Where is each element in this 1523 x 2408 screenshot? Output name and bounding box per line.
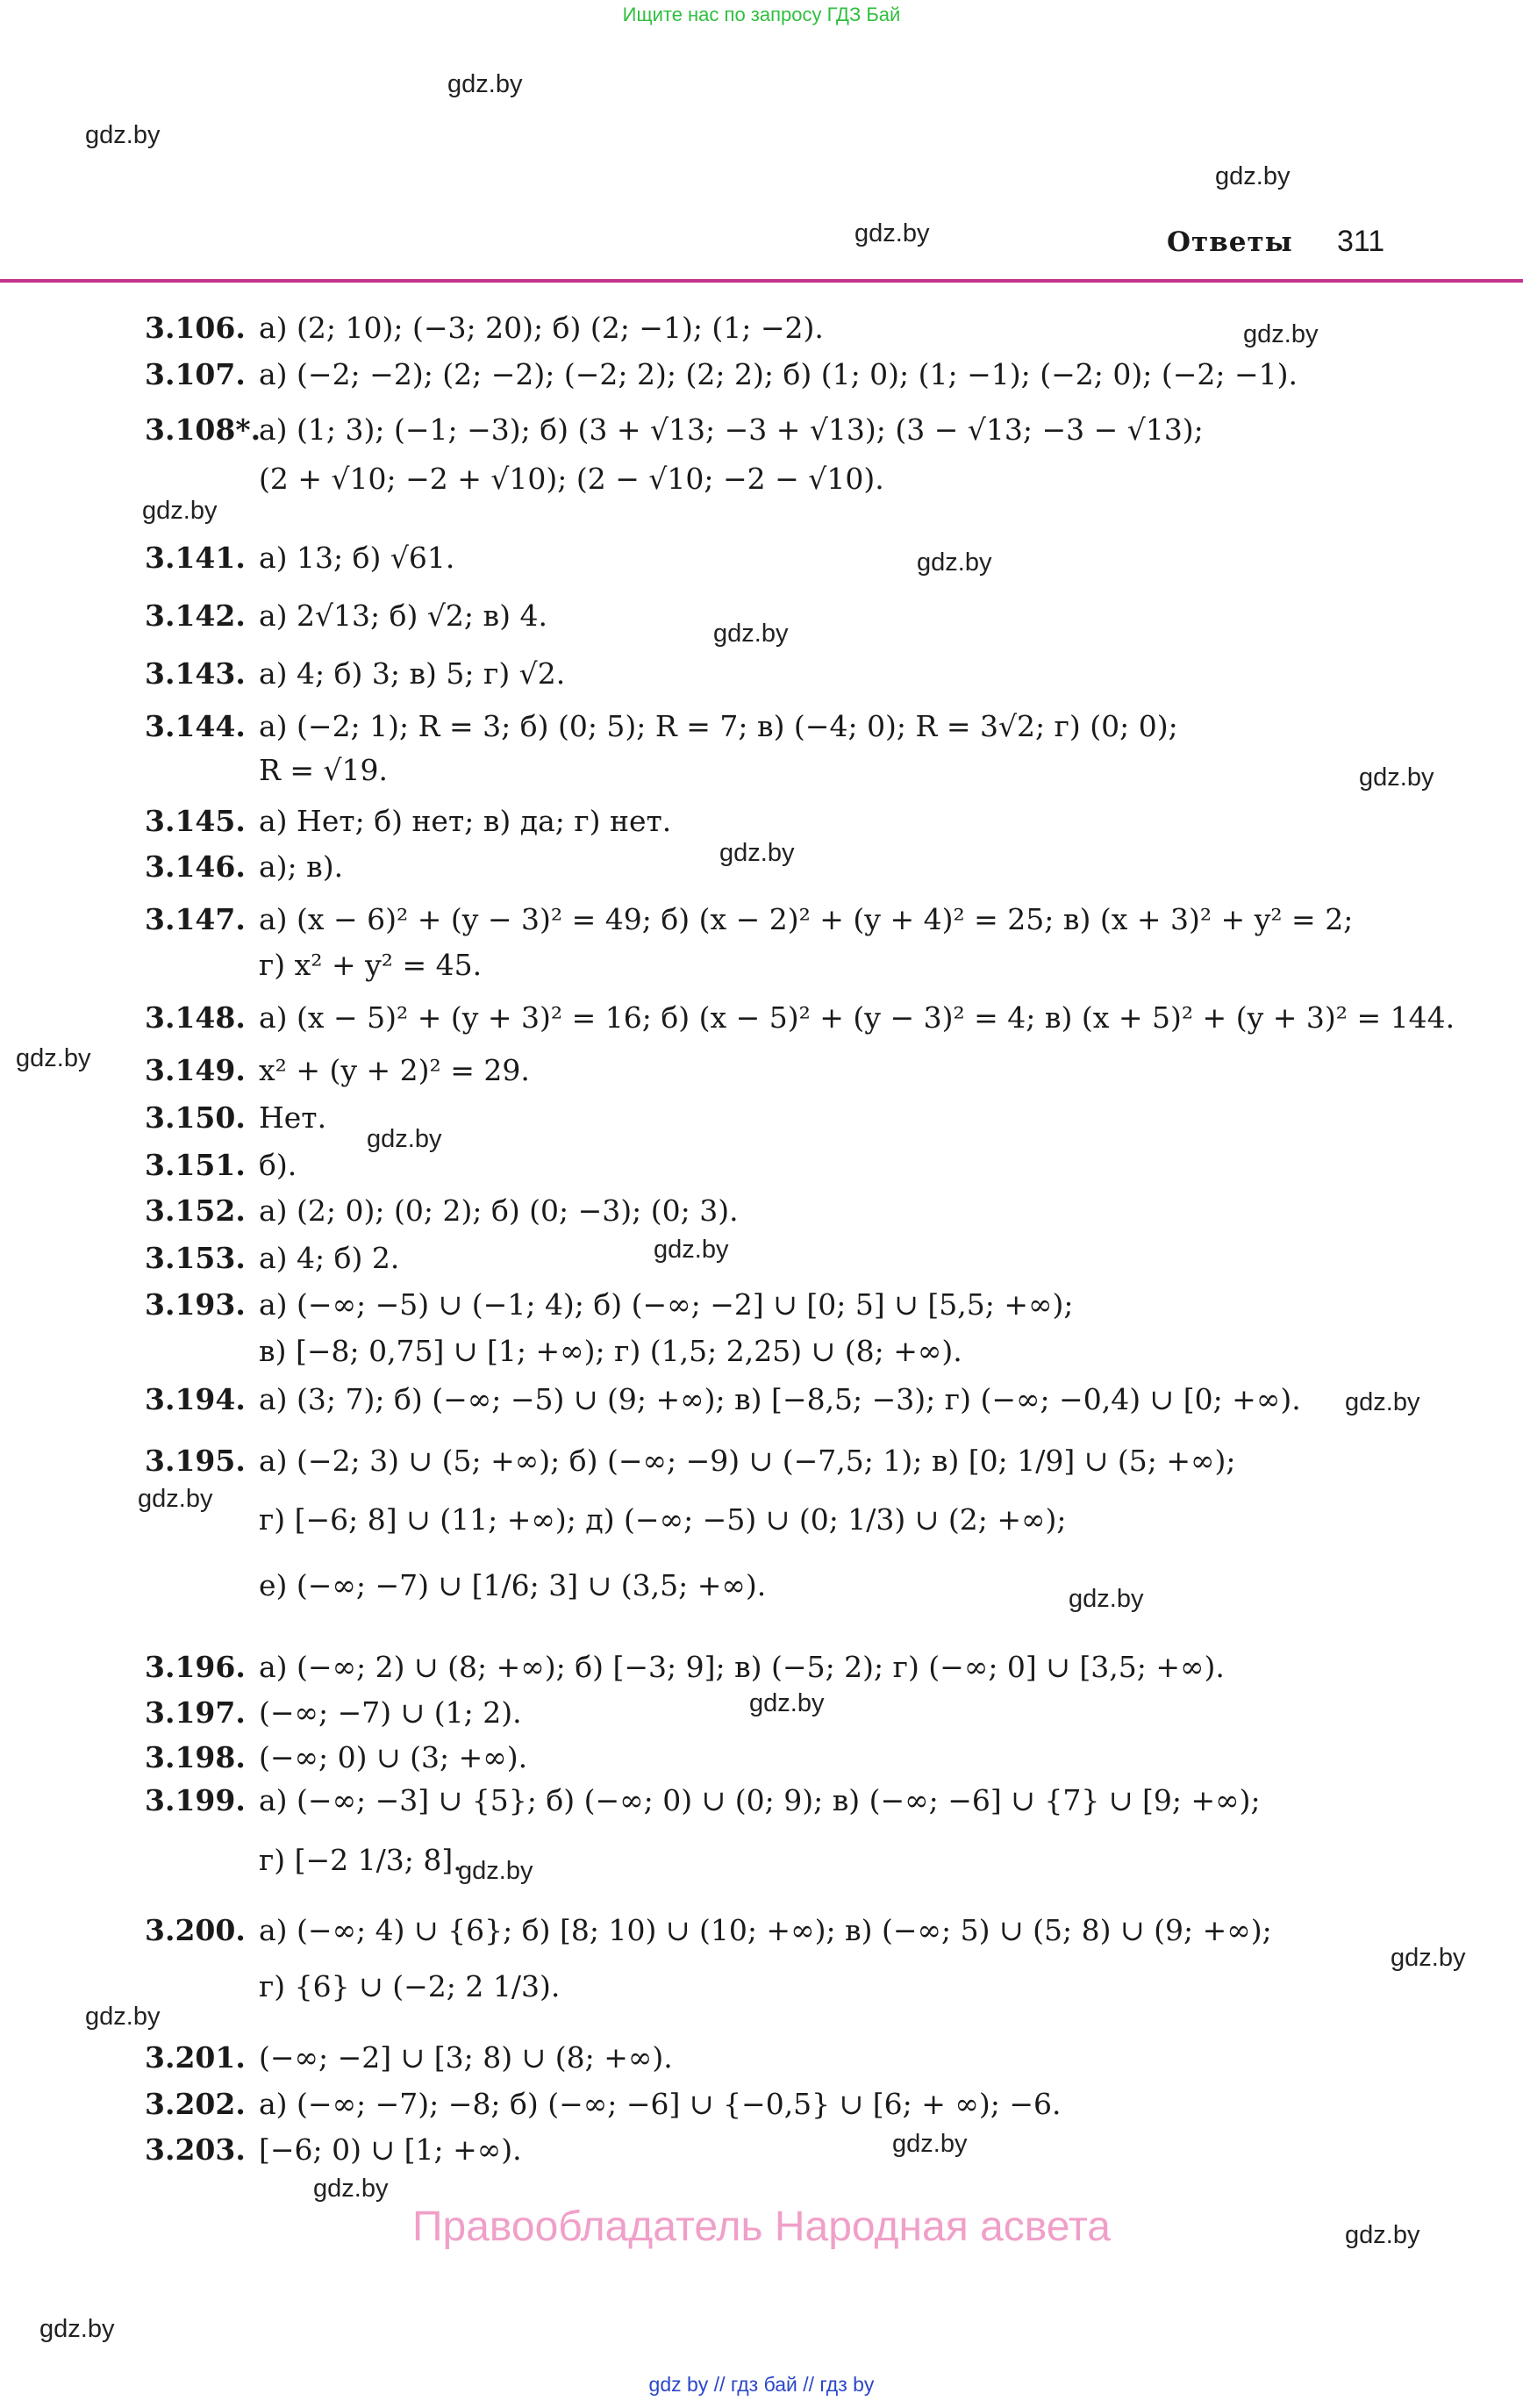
watermark: gdz.by [458,1857,533,1885]
answer-text-continued: г) x² + y² = 45. [259,948,483,982]
watermark: gdz.by [1243,320,1319,348]
answer-text-continued: г) [−6; 8] ∪ (11; +∞); д) (−∞; −5) ∪ (0; 1/3) ∪ (2; +∞); [259,1502,1067,1537]
watermark: gdz.by [1391,1944,1466,1972]
answer-text: а) (2; 0); (0; 2); б) (0; −3); (0; 3). [259,1193,739,1228]
answer-number: 3.146. [145,849,246,884]
answer-number: 3.150. [145,1100,246,1135]
answer-text: (−∞; −7) ∪ (1; 2). [259,1695,522,1730]
answer-number: 3.147. [145,902,246,936]
answer-text-continued: (2 + √10; −2 + √10); (2 − √10; −2 − √10). [259,462,884,496]
answer-number: 3.199. [145,1783,246,1817]
answer-text: (−∞; −2] ∪ [3; 8) ∪ (8; +∞). [259,2040,673,2075]
watermark: gdz.by [892,2130,968,2158]
answer-number: 3.107. [145,357,246,391]
watermark: gdz.by [85,121,161,149]
answer-text: а) (x − 6)² + (y − 3)² = 49; б) (x − 2)² + (y + 4)² = 25; в) (x + 3)² + y² = 2; [259,902,1354,936]
copyright-owner: Правообладатель Народная асвета [412,2204,1111,2250]
answer-text-continued: г) {6} ∪ (−2; 2 1/3). [259,1969,561,2003]
answer-text: x² + (y + 2)² = 29. [259,1053,530,1087]
answer-number: 3.193. [145,1287,246,1322]
watermark: gdz.by [447,70,523,98]
watermark: gdz.by [854,219,930,247]
answer-text: а) (−2; −2); (2; −2); (−2; 2); (2; 2); б) (1; 0); (1; −1); (−2; 0); (−2; −1). [259,357,1298,391]
answer-text: Нет. [259,1100,327,1135]
answer-text: а) (−∞; −5) ∪ (−1; 4); б) (−∞; −2] ∪ [0; 5] ∪ [5,5; +∞); [259,1287,1074,1322]
answer-number: 3.142. [145,598,246,633]
answer-number: 3.195. [145,1444,246,1478]
answer-number: 3.143. [145,656,246,691]
answer-text: а) (−∞; 2) ∪ (8; +∞); б) [−3; 9]; в) (−5; 2); г) (−∞; 0] ∪ [3,5; +∞). [259,1650,1225,1684]
watermark: gdz.by [367,1125,442,1153]
answer-number: 3.198. [145,1740,246,1774]
answer-number: 3.202. [145,2087,246,2121]
answer-number: 3.203. [145,2132,246,2167]
answer-text: а) (−∞; −3] ∪ {5}; б) (−∞; 0) ∪ (0; 9); в) (−∞; −6] ∪ {7} ∪ [9; +∞); [259,1783,1261,1817]
footer-links[interactable]: gdz by // гдз бай // гдз by [648,2373,875,2396]
answer-number: 3.108*. [145,412,261,447]
answer-text: а) (−2; 1); R = 3; б) (0; 5); R = 7; в) (−4; 0); R = 3√2; г) (0; 0); [259,709,1178,743]
top-banner[interactable]: Ищите нас по запросу ГДЗ Бай [622,4,901,25]
watermark: gdz.by [142,497,218,525]
watermark: gdz.by [1215,162,1291,190]
answer-text: а) (2; 10); (−3; 20); б) (2; −1); (1; −2). [259,311,824,345]
watermark: gdz.by [713,620,789,648]
answer-number: 3.153. [145,1241,246,1275]
answer-number: 3.194. [145,1382,246,1416]
answer-number: 3.144. [145,709,246,743]
answer-text: б). [259,1148,297,1182]
answer-text: а) 4; б) 2. [259,1241,400,1275]
watermark: gdz.by [1345,2221,1420,2249]
watermark: gdz.by [1345,1388,1420,1416]
answer-number: 3.145. [145,804,246,838]
watermark: gdz.by [313,2175,389,2203]
page-number: 311 [1337,225,1385,258]
answer-text: а) 13; б) √61. [259,541,455,575]
section-title: Ответы [1167,226,1293,258]
answer-number: 3.149. [145,1053,246,1087]
watermark: gdz.by [654,1236,729,1264]
answer-text-continued: г) [−2 1/3; 8]. [259,1843,462,1877]
answer-number: 3.201. [145,2040,246,2075]
watermark: gdz.by [16,1044,91,1072]
watermark: gdz.by [1069,1585,1144,1613]
header-divider [0,279,1523,283]
answer-text: (−∞; 0) ∪ (3; +∞). [259,1740,528,1774]
answer-text-continued: в) [−8; 0,75] ∪ [1; +∞); г) (1,5; 2,25) ∪ (8; +∞). [259,1334,962,1368]
answer-number: 3.141. [145,541,246,575]
answer-text: а) (3; 7); б) (−∞; −5) ∪ (9; +∞); в) [−8,5; −3); г) (−∞; −0,4) ∪ [0; +∞). [259,1382,1301,1416]
answer-number: 3.148. [145,1000,246,1035]
answer-text: а) (−2; 3) ∪ (5; +∞); б) (−∞; −9) ∪ (−7,5; 1); в) [0; 1/9] ∪ (5; +∞); [259,1444,1236,1478]
watermark: gdz.by [1359,763,1434,792]
answer-text: а) Нет; б) нет; в) да; г) нет. [259,804,672,838]
answer-text: а) (x − 5)² + (y + 3)² = 16; б) (x − 5)² + (y − 3)² = 4; в) (x + 5)² + (y + 3)² = 144. [259,1000,1455,1035]
answer-text: а) (1; 3); (−1; −3); б) (3 + √13; −3 + √13); (3 − √13; −3 − √13); [259,412,1204,447]
answer-number: 3.152. [145,1193,246,1228]
watermark: gdz.by [749,1689,825,1717]
answer-text-continued: R = √19. [259,753,388,787]
answer-text-continued: е) (−∞; −7) ∪ [1/6; 3] ∪ (3,5; +∞). [259,1568,767,1602]
answer-number: 3.197. [145,1695,246,1730]
watermark: gdz.by [719,839,795,867]
watermark: gdz.by [85,2003,161,2031]
answer-number: 3.196. [145,1650,246,1684]
answer-text: а) (−∞; 4) ∪ {6}; б) [8; 10) ∪ (10; +∞); в) (−∞; 5) ∪ (5; 8) ∪ (9; +∞); [259,1913,1272,1947]
answer-text: а) 4; б) 3; в) 5; г) √2. [259,656,566,691]
answer-number: 3.106. [145,311,246,345]
watermark: gdz.by [917,548,992,577]
watermark: gdz.by [39,2315,115,2343]
answer-text: а) 2√13; б) √2; в) 4. [259,598,547,633]
answer-text: а); в). [259,849,344,884]
answer-text: а) (−∞; −7); −8; б) (−∞; −6] ∪ {−0,5} ∪ [6; + ∞); −6. [259,2087,1062,2121]
answer-number: 3.151. [145,1148,246,1182]
answer-text: [−6; 0) ∪ [1; +∞). [259,2132,522,2167]
watermark: gdz.by [138,1485,213,1513]
answer-number: 3.200. [145,1913,246,1947]
